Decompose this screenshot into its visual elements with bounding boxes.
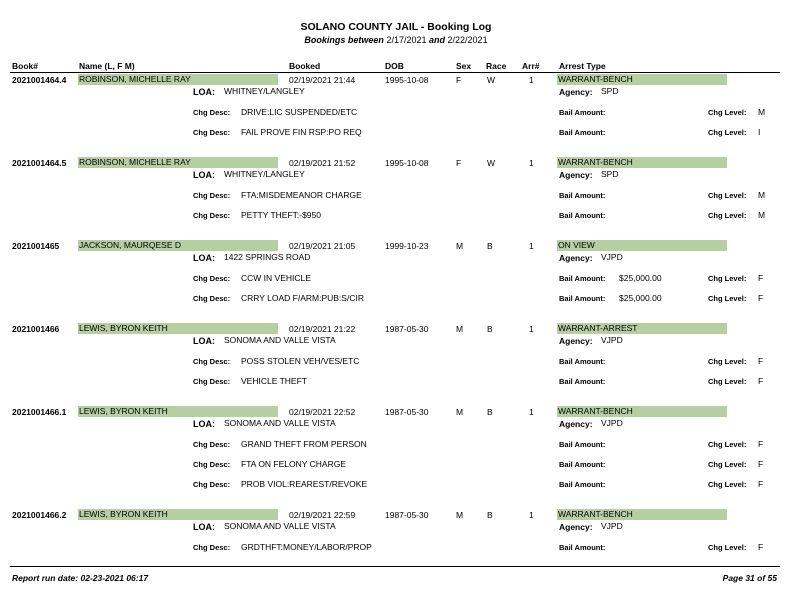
sex: F [456,158,462,168]
book-number: 2021001464.4 [12,75,67,85]
col-header-arr: Arr# [522,61,540,71]
race: B [487,510,493,520]
agency-label: Agency: [559,253,593,263]
agency-label: Agency: [559,170,593,180]
bail-amount-label: Bail Amount: [559,294,606,303]
chg-desc-value: FAIL PROVE FIN RSP:PO REQ [241,127,362,137]
chg-level-label: Chg Level: [708,294,747,303]
col-header-sex: Sex [456,61,472,71]
chg-desc-label: Chg Desc: [193,543,231,552]
inmate-name: ROBINSON, MICHELLE RAY [78,74,278,85]
col-header-race: Race [486,61,507,71]
inmate-name: LEWIS, BYRON KEITH [78,509,278,520]
loa-value: SONOMA AND VALLE VISTA [224,521,336,531]
dob: 1995-10-08 [385,158,429,168]
race: W [487,75,496,85]
inmate-name: LEWIS, BYRON KEITH [78,406,278,417]
arrest-number: 1 [529,407,534,417]
bail-amount-label: Bail Amount: [559,211,606,220]
chg-level-value: F [758,542,764,552]
sex: M [456,510,464,520]
loa-value: SONOMA AND VALLE VISTA [224,418,336,428]
col-header-book: Book# [12,61,38,71]
report-title: SOLANO COUNTY JAIL - Booking Log [300,21,492,33]
chg-level-value: M [758,190,766,200]
sex: M [456,407,464,417]
agency-value: VJPD [601,418,623,428]
booked-datetime: 02/19/2021 21:52 [289,158,356,168]
bail-amount-label: Bail Amount: [559,128,606,137]
agency-label: Agency: [559,336,593,346]
arrest-type: WARRANT-ARREST [557,323,727,334]
chg-level-label: Chg Level: [708,191,747,200]
booked-datetime: 02/19/2021 22:52 [289,407,356,417]
arrest-type: ON VIEW [557,240,727,251]
arrest-type: WARRANT-BENCH [557,406,727,417]
chg-desc-label: Chg Desc: [193,440,231,449]
chg-desc-value: POSS STOLEN VEH/VES/ETC [241,356,360,366]
dob: 1987-05-30 [385,407,429,417]
agency-label: Agency: [559,87,593,97]
chg-desc-label: Chg Desc: [193,377,231,386]
chg-level-label: Chg Level: [708,128,747,137]
arrest-type: WARRANT-BENCH [557,509,727,520]
arrest-number: 1 [529,510,534,520]
chg-level-label: Chg Level: [708,211,747,220]
agency-value: SPD [601,169,619,179]
chg-desc-value: PETTY THEFT:-$950 [241,210,321,220]
agency-value: SPD [601,86,619,96]
sex: F [456,75,462,85]
bail-amount-value: $25,000.00 [619,293,662,303]
report-run-date: Report run date: 02-23-2021 06:17 [12,573,149,583]
chg-desc-label: Chg Desc: [193,357,231,366]
chg-desc-value: VEHICLE THEFT [241,376,307,386]
agency-value: VJPD [601,252,623,262]
chg-desc-value: CRRY LOAD F/ARM:PUB:S/CIR [241,293,364,303]
bail-amount-value: $25,000.00 [619,273,662,283]
book-number: 2021001465 [12,241,60,251]
dob: 1987-05-30 [385,324,429,334]
subtitle-and: and [429,35,446,45]
col-header-dob: DOB [385,61,404,71]
chg-level-value: F [758,479,764,489]
loa-label: LOA: [193,336,215,346]
inmate-name: JACKSON, MAURQESE D [78,240,278,251]
chg-level-value: F [758,459,764,469]
col-header-name: Name (L, F M) [79,61,135,71]
race: B [487,324,493,334]
chg-level-value: F [758,356,764,366]
col-header-booked: Booked [289,61,321,71]
chg-level-value: F [758,273,764,283]
bail-amount-label: Bail Amount: [559,377,606,386]
loa-value: 1422 SPRINGS ROAD [224,252,311,262]
chg-level-value: F [758,439,764,449]
chg-desc-value: DRIVE:LIC SUSPENDED/ETC [241,107,358,117]
bail-amount-label: Bail Amount: [559,274,606,283]
bail-amount-label: Bail Amount: [559,460,606,469]
date-to: 2/22/2021 [447,35,488,45]
chg-level-value: F [758,376,764,386]
footer-rule [10,566,780,567]
chg-level-label: Chg Level: [708,377,747,386]
chg-desc-label: Chg Desc: [193,294,231,303]
loa-value: SONOMA AND VALLE VISTA [224,335,336,345]
chg-level-value: M [758,107,766,117]
agency-label: Agency: [559,419,593,429]
report-subtitle [0,35,792,45]
subtitle-prefix: Bookings between [304,35,384,45]
bail-amount-label: Bail Amount: [559,108,606,117]
loa-label: LOA: [193,253,215,263]
arrest-type: WARRANT-BENCH [557,74,727,85]
bail-amount-label: Bail Amount: [559,543,606,552]
page-number: Page 31 of 55 [722,573,777,583]
loa-label: LOA: [193,87,215,97]
arrest-number: 1 [529,158,534,168]
book-number: 2021001466.2 [12,510,67,520]
chg-level-label: Chg Level: [708,480,747,489]
chg-desc-value: GRDTHFT:MONEY/LABOR/PROP [241,542,372,552]
arrest-type: WARRANT-BENCH [557,157,727,168]
chg-level-label: Chg Level: [708,543,747,552]
bail-amount-label: Bail Amount: [559,357,606,366]
chg-desc-label: Chg Desc: [193,211,231,220]
agency-value: VJPD [601,335,623,345]
chg-level-label: Chg Level: [708,440,747,449]
chg-level-value: M [758,210,766,220]
agency-label: Agency: [559,522,593,532]
booked-datetime: 02/19/2021 21:05 [289,241,356,251]
bail-amount-label: Bail Amount: [559,480,606,489]
sex: M [456,241,464,251]
chg-desc-value: PROB VIOL:REAREST/REVOKE [241,479,368,489]
arrest-number: 1 [529,241,534,251]
sex: M [456,324,464,334]
chg-level-label: Chg Level: [708,108,747,117]
booked-datetime: 02/19/2021 22:59 [289,510,356,520]
inmate-name: LEWIS, BYRON KEITH [78,323,278,334]
chg-level-value: I [758,127,761,137]
date-from: 2/17/2021 [386,35,427,45]
chg-desc-label: Chg Desc: [193,480,231,489]
dob: 1999-10-23 [385,241,429,251]
arrest-number: 1 [529,75,534,85]
chg-level-value: F [758,293,764,303]
chg-level-label: Chg Level: [708,274,747,283]
loa-label: LOA: [193,170,215,180]
bail-amount-label: Bail Amount: [559,440,606,449]
race: B [487,407,493,417]
loa-label: LOA: [193,419,215,429]
booked-datetime: 02/19/2021 21:22 [289,324,356,334]
chg-desc-value: FTA:MISDEMEANOR CHARGE [241,190,362,200]
chg-level-label: Chg Level: [708,357,747,366]
race: W [487,158,496,168]
col-header-arrest-type: Arrest Type [559,61,606,71]
chg-desc-value: GRAND THEFT FROM PERSON [241,439,367,449]
loa-label: LOA: [193,522,215,532]
chg-desc-label: Chg Desc: [193,108,231,117]
chg-desc-label: Chg Desc: [193,274,231,283]
loa-value: WHITNEY/LANGLEY [224,86,305,96]
header-rule [10,72,780,73]
chg-desc-label: Chg Desc: [193,460,231,469]
race: B [487,241,493,251]
chg-desc-value: FTA ON FELONY CHARGE [241,459,347,469]
chg-level-label: Chg Level: [708,460,747,469]
chg-desc-value: CCW IN VEHICLE [241,273,311,283]
booked-datetime: 02/19/2021 21:44 [289,75,356,85]
dob: 1987-05-30 [385,510,429,520]
loa-value: WHITNEY/LANGLEY [224,169,305,179]
chg-desc-label: Chg Desc: [193,128,231,137]
inmate-name: ROBINSON, MICHELLE RAY [78,157,278,168]
book-number: 2021001466 [12,324,60,334]
arrest-number: 1 [529,324,534,334]
dob: 1995-10-08 [385,75,429,85]
bail-amount-label: Bail Amount: [559,191,606,200]
chg-desc-label: Chg Desc: [193,191,231,200]
book-number: 2021001464.5 [12,158,67,168]
agency-value: VJPD [601,521,623,531]
book-number: 2021001466.1 [12,407,67,417]
